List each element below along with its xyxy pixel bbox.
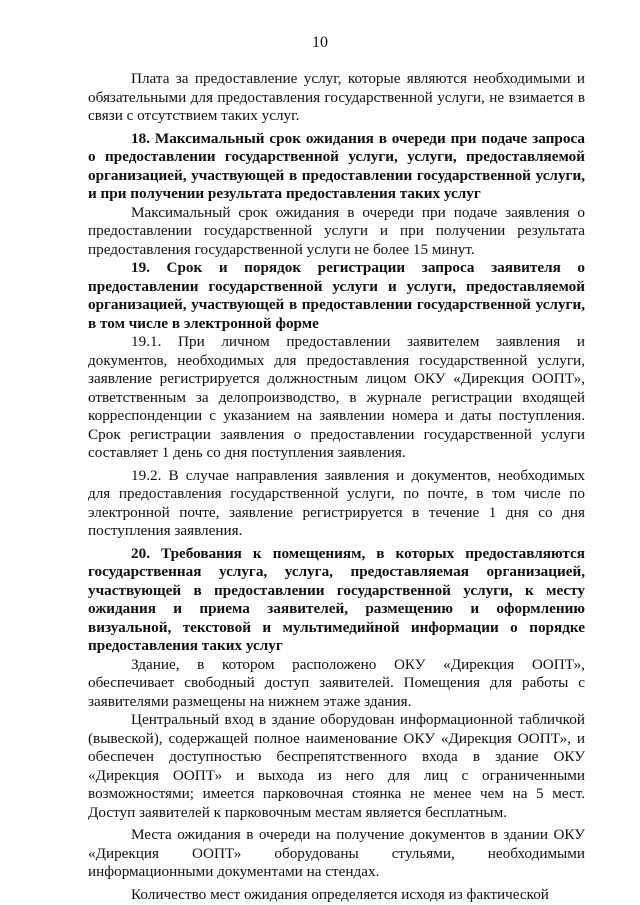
page-number: 10	[312, 34, 328, 51]
section-heading-19: 19. Срок и порядок регистрации запроса заявителя о предоставлении государственной услуги и услуги, предоставляемой организацией, участвующей в предоставлении государственной услуги, в том числе в электронной форме	[88, 259, 585, 332]
paragraph-fee: Плата за предоставление услуг, которые являются необходимыми и обязательными для предоставления государственной услуги, не взимается в связи с отсутствием таких услуг.	[88, 70, 585, 124]
paragraph-entrance: Центральный вход в здание оборудован информационной табличкой (вывеской), содержащей полное наименование ОКУ «Дирекция ООПТ», и обеспечен доступностью беспрепятственного входа в здание ОКУ «Дирекция ООПТ» и выхода из него для лиц с ограниченными возможностями; имеется парковочная стоянка не менее чем на 5 мест. Доступ заявителей к парковочным местам является бесплатным.	[88, 711, 585, 821]
paragraph-building: Здание, в котором расположено ОКУ «Дирекция ООПТ», обеспечивает свободный доступ заявителей. Помещения для работы с заявителями размещены на нижнем этаже здания.	[88, 655, 585, 710]
paragraph-wait-time: Максимальный срок ожидания в очереди при подаче заявления о предоставлении государственной услуги и при получении результата предоставления государственной услуги не более 15 минут.	[88, 203, 585, 258]
paragraph-19-1: 19.1. При личном предоставлении заявителем заявления и документов, необходимых для предоставления государственной услуги, заявление регистрируется должностным лицом ОКУ «Дирекция ООПТ», ответственным за делопроизводство, в журнале регистрации входящей корреспонденции с указанием на заявлении номера и даты поступления. Срок регистрации заявления о предоставлении государственной услуги составляет 1 день со дня поступления заявления.	[88, 333, 585, 461]
paragraph-waiting-places: Места ожидания в очереди на получение документов в здании ОКУ «Дирекция ООПТ» оборудованы стульями, необходимыми информационными документами на стендах.	[88, 826, 585, 880]
paragraph-seat-count: Количество мест ожидания определяется исходя из фактической	[131, 885, 549, 903]
paragraph-19-2: 19.2. В случае направления заявления и документов, необходимых для предоставления государственной услуги, по почте, в том числе по электронной почте, заявление регистрируется в течение 1 дня со дня поступления заявления.	[88, 466, 585, 539]
section-heading-20: 20. Требования к помещениям, в которых предоставляются государственная услуга, услуга, предоставляемая организацией, участвующей в предоставлении государственной услуги, к месту ожидания и приема заявителей, размещению и оформлению визуальной, текстовой и мультимедийной информации о порядке предоставления таких услуг	[88, 544, 585, 654]
page-body	[88, 70, 585, 904]
section-heading-18: 18. Максимальный срок ожидания в очереди при подаче запроса о предоставлении государственной услуги, услуги, предоставляемой организацией, участвующей в предоставлении государственной услуги, и при получении результата предоставления таких услуг	[88, 129, 585, 202]
